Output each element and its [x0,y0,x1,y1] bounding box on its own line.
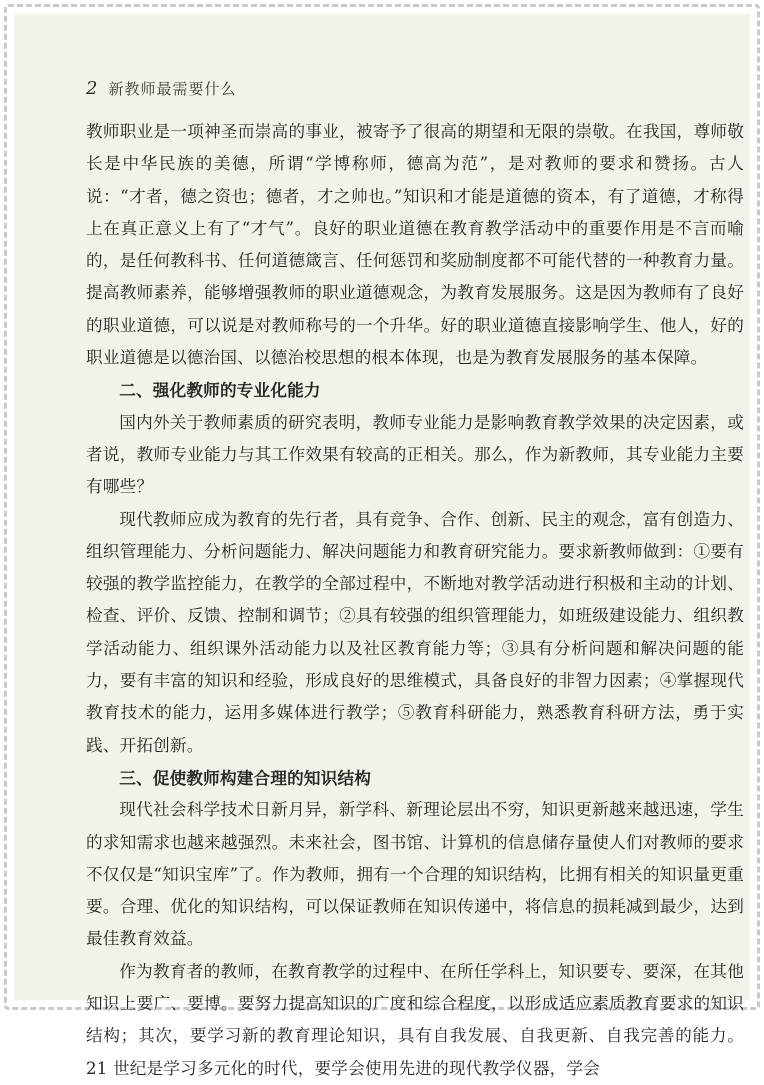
running-header [86,78,236,99]
header-title: 新教师最需要什么 [108,80,237,98]
paragraph-2: 国内外关于教师素质的研究表明，教师专业能力是影响教育教学效果的决定因素，或者说，教师专业能力与其工作效果有较高的正相关。那么，作为新教师，其专业能力主要有哪些？ [86,412,744,497]
paragraph-3: 现代教师应成为教育的先行者，具有竞争、合作、创新、民主的观念，富有创造力、组织管理能力、分析问题能力、解决问题能力和教育研究能力。要求新教师做到：①要有较强的教学监控能力，在教学的全部过程中，不断地对教学活动进行积极和主动的计划、检查、评价、反馈、控制和调节；②具有较强的组织管理能力，如班级建设能力、组织教学活动能力、组织课外活动能力以及社区教育能力等；③具有分析问题和解决问题的能力，要有丰富的知识和经验，形成良好的思维模式，具备良好的非智力因素；④掌握现代教育技术的能力，运用多媒体进行教学；⑤教育科研能力，熟悉教育科研方法，勇于实践、开拓创新。 [86,509,744,755]
page-body [86,116,744,1085]
paragraph-1: 教师职业是一项神圣而崇高的事业，被寄予了很高的期望和无限的崇敬。在我国，尊师敬长是中华民族的美德，所谓“学博称师，德高为范”，是对教师的要求和赞扬。古人说：“才者，德之资也；德者，才之帅也。”知识和才能是道德的资本，有了道德，才称得上在真正意义上有了“才气”。良好的职业道德在教育教学活动中的重要作用是不言而喻的，是任何教科书、任何道德箴言、任何惩罚和奖励制度都不可能代替的一种教育力量。提高教师素养，能够增强教师的职业道德观念，为教育发展服务。这是因为教师有了良好的职业道德，可以说是对教师称号的一个升华。好的职业道德直接影响学生、他人，好的职业道德是以德治国、以德治校思想的根本体现，也是为教育发展服务的基本保障。 [86,122,744,368]
section-heading-3: 三、促使教师构建合理的知识结构 [119,767,372,788]
paragraph-5: 作为教育者的教师，在教育教学的过程中、在所任学科上，知识要专、要深，在其他知识上要广、要博。要努力提高知识的广度和综合程度，以形成适应素质教育要求的知识结构；其次，要学习新的教育理论知识，具有自我发展、自我更新、自我完善的能力。21 世纪是学习多元化的时代，要学会使用先进的现代教学仪器，学会 [86,961,744,1078]
paragraph-4: 现代社会科学技术日新月异，新学科、新理论层出不穷，知识更新越来越迅速，学生的求知需求也越来越强烈。未来社会，图书馆、计算机的信息储存量使人们对教师的要求不仅仅是“知识宝库”了。作为教师，拥有一个合理的知识结构，比拥有相关的知识量更重要。合理、优化的知识结构，可以保证教师在知识传递中，将信息的损耗减到最少，达到最佳教育效益。 [86,800,744,949]
book-page [14,14,750,1078]
section-heading-2: 二、强化教师的专业化能力 [119,380,321,401]
page-number: 2 [86,78,99,99]
